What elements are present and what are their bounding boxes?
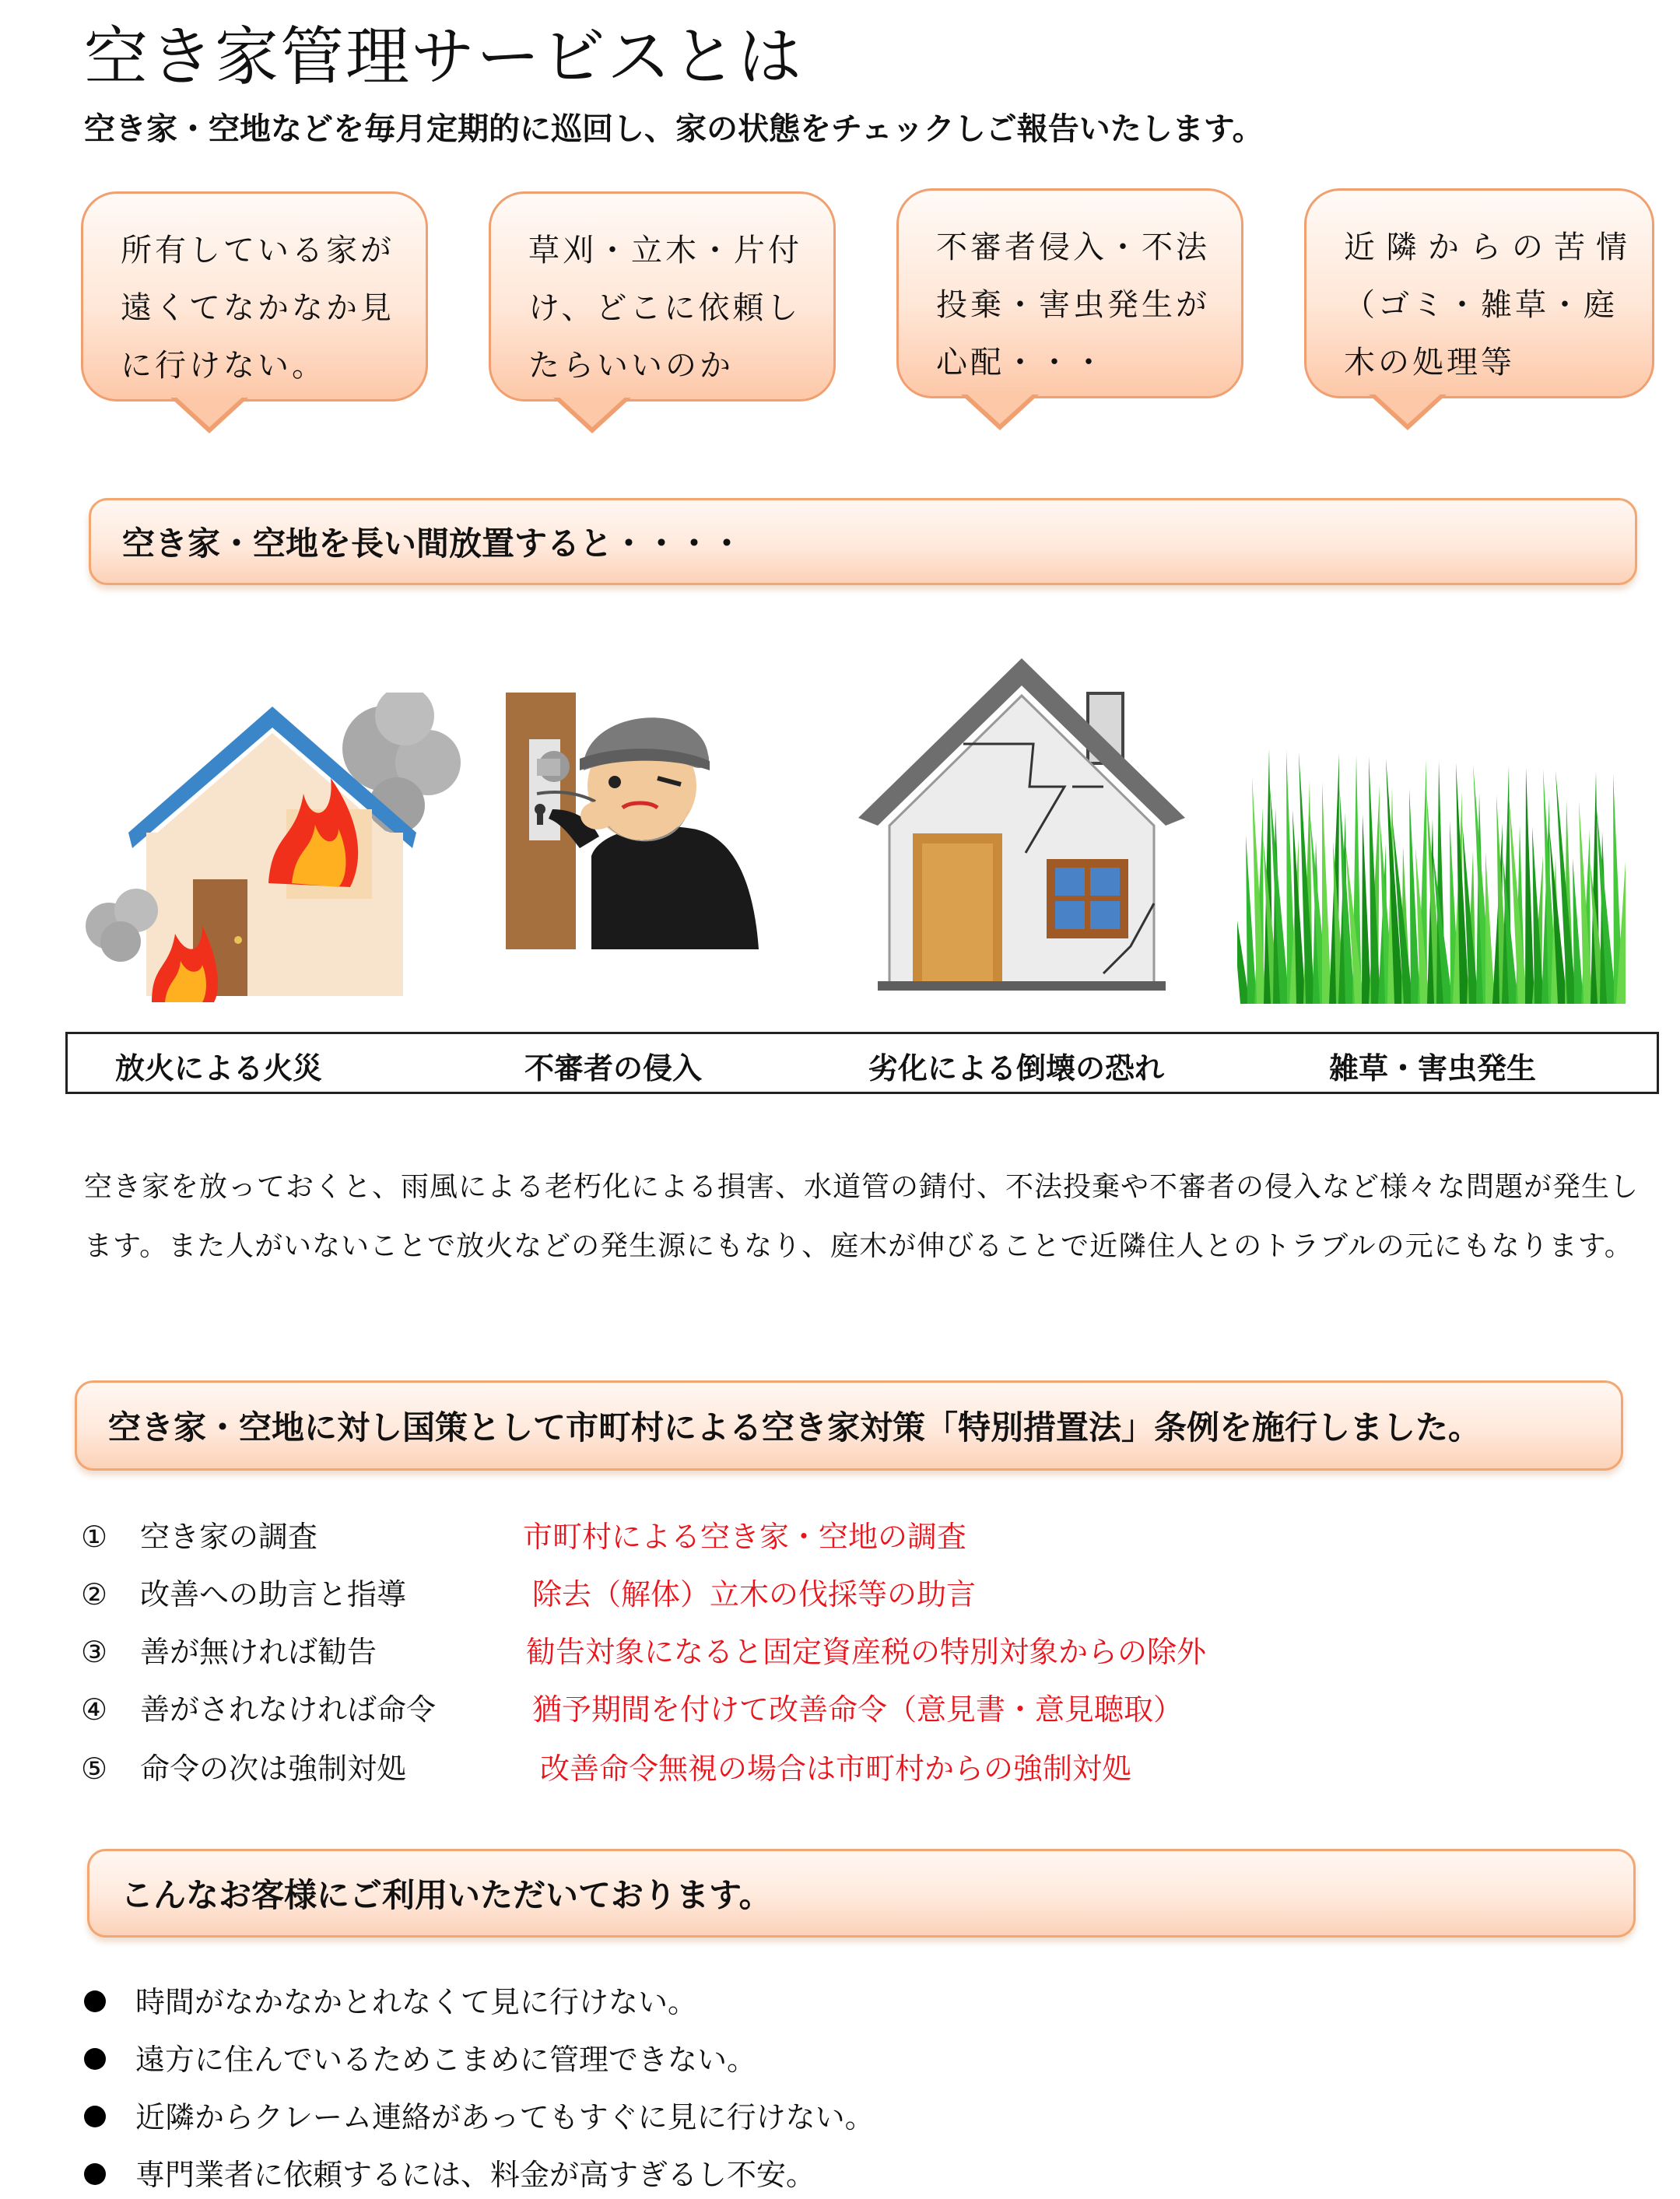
bubble-tail [1369,395,1447,430]
measure-detail: 改善命令無視の場合は市町村からの強制対処 [540,1752,1132,1786]
bubble-tail [553,398,631,433]
page-title: 空き家管理サービスとは [84,20,804,94]
bubble-tail [170,398,248,433]
customer-text: 近隣からクレーム連絡があってもすぐに見に行けない。 [135,2100,875,2134]
measure-row-5 [81,1745,406,1787]
bullet-icon [84,1990,106,2012]
concern-bubble-3 [896,188,1243,398]
bubble-line: に行けない。 [121,348,326,384]
bubble-line: 所有している家が [121,233,395,268]
measure-row-1 [81,1513,317,1555]
measure-label: 善が無ければ勧告 [140,1635,377,1669]
customer-text: 遠方に住んでいるためこまめに管理できない。 [135,2043,757,2077]
cracked-house-icon [847,651,1197,993]
weeds-icon [1237,724,1626,1004]
measure-number: ① [81,1520,108,1554]
grass-blade [1322,782,1331,1004]
bubble-line: 心配・・・ [936,345,1107,381]
caption-collapse: 劣化による倒壊の恐れ [868,1051,1165,1085]
banner-customers: こんなお客様にご利用いただいております。 [87,1849,1636,1938]
measure-label: 命令の次は強制対処 [140,1752,407,1786]
customer-text: 時間がなかなかとれなくて見に行けない。 [135,1985,698,2019]
measure-number: ② [81,1577,108,1612]
bubble-line: （ゴミ・雑草・庭 [1344,287,1618,323]
banner-law: 空き家・空地に対し国策として市町村による空き家対策「特別措置法」条例を施行しました。 [75,1380,1623,1471]
house-fire-icon [78,693,482,1004]
measure-label: 善がされなければ命令 [140,1692,437,1727]
concern-bubble-4 [1304,188,1654,398]
bubble-line: け、どこに依頼し [528,290,801,326]
concern-bubble-2 [489,191,836,402]
bubble-line: 不審者侵入・不法 [936,230,1210,265]
bubble-line: 遠くてなかなか見 [121,290,395,326]
grass-blade [1485,852,1495,1004]
caption-fire: 放火による火災 [115,1051,323,1085]
measure-detail: 除去（解体）立木の伐採等の助言 [532,1577,977,1612]
caption-weeds: 雑草・害虫発生 [1329,1051,1537,1085]
measure-row-4 [81,1685,436,1728]
measure-row-2 [81,1570,406,1613]
measure-detail: 勧告対象になると固定資産税の特別対象からの除外 [526,1635,1207,1669]
concern-bubble-1 [81,191,428,402]
bullet-icon [84,2163,106,2185]
burglar-icon [506,693,801,1004]
measure-number: ④ [81,1692,108,1727]
customer-item [84,2093,875,2136]
bullet-icon [84,2106,106,2127]
customer-text: 専門業者に依頼するには、料金が高すぎるし不安。 [135,2158,816,2192]
lead-text: 空き家・空地などを毎月定期的に巡回し、家の状態をチェックしご報告いたします。 [84,111,1264,147]
bubble-line: 投棄・害虫発生が [936,287,1210,323]
measure-label: 空き家の調査 [140,1520,318,1554]
bubble-line: 草刈・立木・片付 [528,233,802,268]
caption-intruder: 不審者の侵入 [524,1051,703,1085]
bullet-icon [84,2048,106,2070]
body-paragraph: 空き家を放っておくと、雨風による老朽化による損害、水道管の錆付、不法投棄や不審者の侵入など様々な問題が発生します。また人がいないことで放火などの発生源にもなり、庭木が伸びることで近隣住人とのトラブルの元にもなります。 [84,1171,1640,1262]
bubble-tail [961,395,1039,430]
bubble-line: たらいいのか [528,348,734,384]
customer-item [84,2036,756,2078]
bubble-line: 近隣からの苦情 [1344,230,1638,265]
measure-number: ⑤ [81,1752,108,1786]
measure-detail: 猶予期間を付けて改善命令（意見書・意見聴取） [532,1692,1184,1727]
measure-row-3 [81,1628,377,1671]
customer-item [84,2151,815,2194]
customer-item [84,1978,697,2021]
measure-label: 改善への助言と指導 [140,1577,407,1612]
bubble-line: 木の処理等 [1344,345,1515,381]
measure-number: ③ [81,1635,108,1669]
measure-detail: 市町村による空き家・空地の調査 [523,1520,967,1554]
banner-neglect: 空き家・空地を長い間放置すると・・・・ [89,498,1637,585]
